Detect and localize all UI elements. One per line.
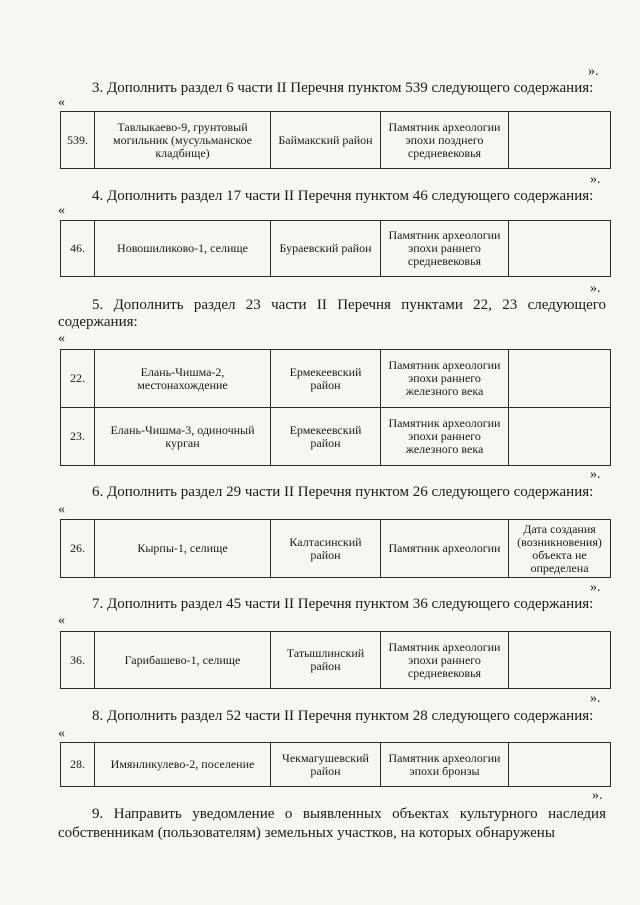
table-section-6 [60,519,611,578]
monument-type: Памятник археологии эпохи бронзы [381,743,509,787]
note [509,350,611,408]
close-quote: ». [590,691,601,706]
open-quote: « [58,502,65,517]
district: Бураевский район [271,221,381,277]
district: Калтасинский район [271,520,381,578]
note [509,112,611,169]
table-section-7 [60,631,611,689]
table-section-5 [60,349,611,466]
table-row [61,112,611,169]
site-name: Тавлыкаево-9, грунтовый могильник (мусульманское кладбище) [95,112,271,169]
close-quote: ». [588,64,599,79]
row-number: 539. [61,112,95,169]
open-quote: « [58,203,65,218]
row-number: 22. [61,350,95,408]
open-quote: « [58,613,65,628]
monument-type: Памятник археологии эпохи раннего железного века [381,350,509,408]
close-quote: ». [592,788,603,803]
note [509,743,611,787]
table-section-3 [60,111,611,169]
section-4-text: 4. Дополнить раздел 17 части II Перечня пунктом 46 следующего содержания: [92,188,594,204]
site-name: Кырпы-1, селище [95,520,271,578]
site-name: Елань-Чишма-2, местонахождение [95,350,271,408]
district: Баймакский район [271,112,381,169]
district: Ермекеевский район [271,408,381,466]
table-row [61,632,611,689]
final-paragraph [58,805,606,843]
site-name: Гарибашево-1, селище [95,632,271,689]
monument-type: Памятник археологии эпохи раннего средневековья [381,632,509,689]
section-7-text: 7. Дополнить раздел 45 части II Перечня пунктом 36 следующего содержания: [92,596,594,612]
district: Ермекеевский район [271,350,381,408]
section-6-text: 6. Дополнить раздел 29 части II Перечня пунктом 26 следующего содержания: [92,484,594,500]
table-row [61,520,611,578]
row-number: 36. [61,632,95,689]
table-section-8 [60,742,611,787]
monument-type: Памятник археологии [381,520,509,578]
row-number: 23. [61,408,95,466]
district: Татышлинский район [271,632,381,689]
row-number: 46. [61,221,95,277]
monument-type: Памятник археологии эпохи раннего средневековья [381,221,509,277]
close-quote: ». [590,580,601,595]
site-name: Елань-Чишма-3, одиночный курган [95,408,271,466]
section-5-text-content: 5. Дополнить раздел 23 части II Перечня пунктами 22, 23 следующего содержания: [58,297,606,330]
table-row [61,221,611,277]
section-8-text: 8. Дополнить раздел 52 части II Перечня пунктом 28 следующего содержания: [92,708,594,724]
final-paragraph-text: 9. Направить уведомление о выявленных объектах культурного наследия собственникам (пользователям) земельных участков, на которых обнаружены [58,806,606,841]
open-quote: « [58,331,65,346]
note: Дата создания (возникновения) объекта не определена [509,520,611,578]
table-row [61,408,611,466]
open-quote: « [58,726,65,741]
section-3-text: 3. Дополнить раздел 6 части II Перечня пунктом 539 следующего содержания: [92,80,594,96]
open-quote: « [58,95,65,110]
note [509,632,611,689]
site-name: Имянликулево-2, поселение [95,743,271,787]
close-quote: ». [590,281,601,296]
table-row [61,350,611,408]
row-number: 26. [61,520,95,578]
close-quote: ». [590,467,601,482]
site-name: Новошиликово-1, селище [95,221,271,277]
district: Чекмагушевский район [271,743,381,787]
row-number: 28. [61,743,95,787]
close-quote: ». [590,172,601,187]
section-5-text [58,297,606,331]
note [509,408,611,466]
note [509,221,611,277]
table-row [61,743,611,787]
monument-type: Памятник археологии эпохи позднего средневековья [381,112,509,169]
monument-type: Памятник археологии эпохи раннего железного века [381,408,509,466]
table-section-4 [60,220,611,277]
